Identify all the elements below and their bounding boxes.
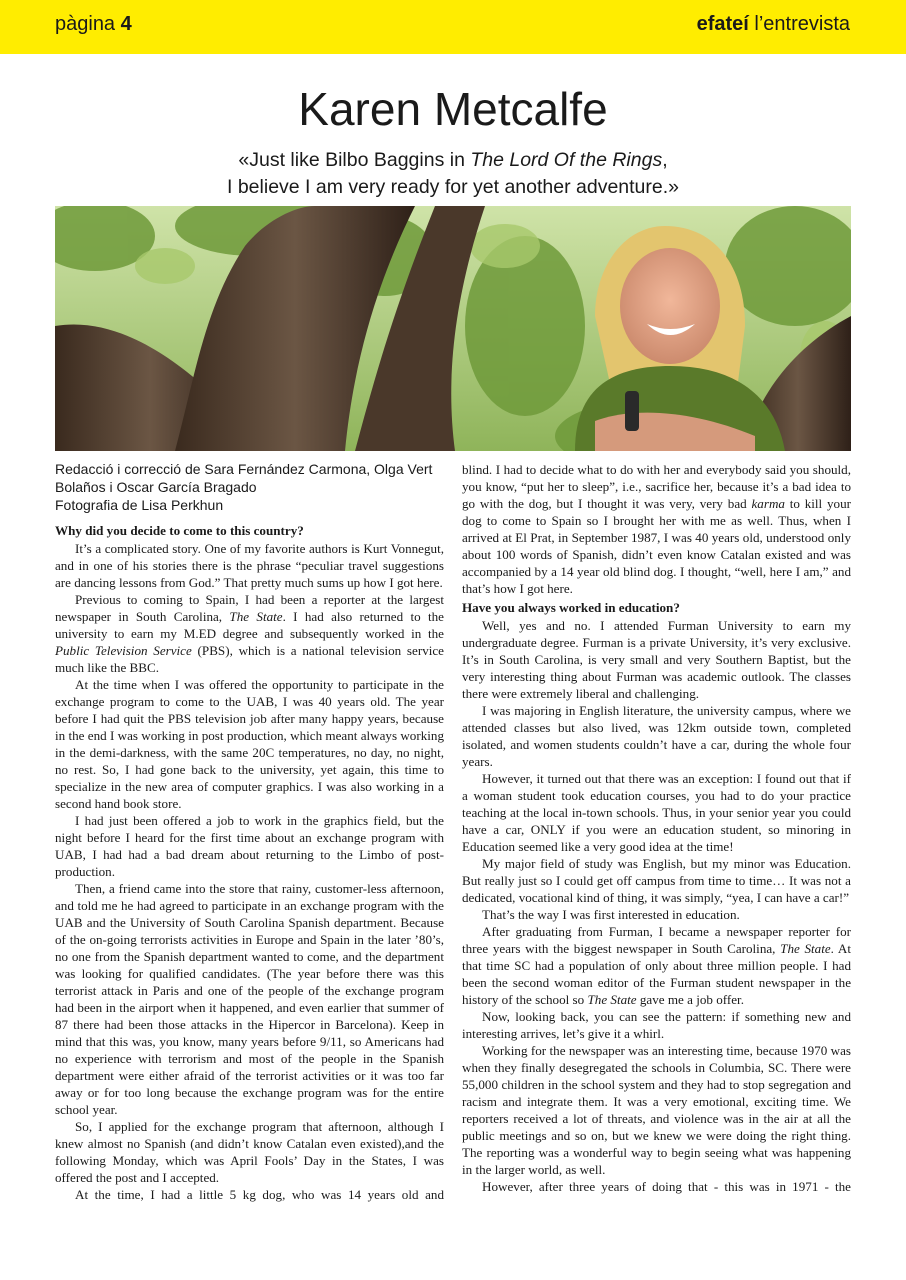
answer-paragraph-2: I was majoring in English literature, the university campus, where we attended classes but also lived, was 12km outside town, completed isolated, and women students couldn’t have a car, during the whole four years. (462, 703, 851, 769)
answer-paragraph-6 (462, 923, 851, 1008)
page-number-label (55, 13, 132, 36)
section-name: l’entrevista (748, 13, 850, 35)
paragraph-1: It’s a complicated story. One of my favorite authors is Kurt Vonnegut, and in one of his stories there is the phrase “peculiar travel suggestions are dancing lessons from God.” That pretty much sums up how I got here. (55, 541, 444, 590)
article-credits (55, 460, 445, 514)
article-title: Karen Metcalfe (298, 83, 608, 135)
quote-line2: I believe I am very ready for yet another adventure.» (227, 176, 679, 198)
answer-paragraph-3: However, it turned out that there was an exception: I found out that if a woman student took education courses, you had to do your practice teaching at the local in-town schools. Thus, in your senior year you could have a car, ONLY if you were an education student, so minoring in Education seemed like a very good idea at the time! (462, 771, 851, 854)
p7-cont-text-a: blind. I had to decide what to do with her and everybody said you should, you know, “put her to sleep”, i.e., sacrifice her, because it’s a bad idea to go with the dog, but I thought it was very, very bad (462, 462, 851, 511)
article-column-left (55, 522, 444, 1203)
answer-paragraph-9: However, after three years of doing that - this was in 1971 - the (482, 1179, 851, 1194)
answer-paragraph-8: Working for the newspaper was an interesting time, because 1970 was when they finally desegregated the schools in Columbia, SC. There were 55,000 children in the school system and they had to stop segregation and racism and integrate them. It was a very emotional, exciting time. We reporters received a lot of threats, and violence was in the air at all the public meetings and so on, but we knew we were doing the right thing. The reporting was a wonderful way to begin seeing what was happening in the larger world, as well. (462, 1043, 851, 1177)
paragraph-4: I had just been offered a job to work in the graphics field, but the night before I heard for the first time about an exchange program with UAB, I had had a bad dream about returning to the Limbo of post-production. (55, 813, 444, 879)
p2-text-a: Previous to coming to Spain, I had been a reporter at the largest newspaper in South Carolina, (55, 592, 444, 624)
paragraph-6: So, I applied for the exchange program that afternoon, although I knew almost no Spanish (and didn’t know Catalan even existed),and the following Monday, which was April Fools’ Day in the States, I was offered the post and I accepted. (55, 1119, 444, 1185)
p2-text-e: (PBS), which is a national television service much like the BBC. (55, 643, 444, 675)
p2-italic-pbs: Public Television Service (55, 643, 192, 658)
credits-photographer: Fotografia de Lisa Perkhun (55, 497, 224, 513)
r6-text-c: . At that time SC had a population of only about three million people. I had been the second woman editor of the Furman student newspaper in the history of the school so (462, 941, 852, 1007)
quote-line1-pre: «Just like Bilbo Baggins in (238, 149, 471, 171)
p7-cont-text-c: to kill your dog to come to Spain so I brought her with me as well. Thus, when I arrived at El Prat, in September 1987, I was 40 years old, understood only about 100 words of Spanish, didn’t even know Catalan existed and was accompanied by a 14 year old blind dog. I thought, “well, here I am,” and that’s how I got here. (462, 496, 851, 596)
section-label (697, 13, 850, 36)
portrait-photo (55, 206, 851, 451)
paragraph-3: At the time when I was offered the opportunity to participate in the exchange program to come to the UAB, I was 40 years old. The year before I had quit the PBS television job after many happy years, because in the end I was working in post production, which meant always working in the demi-darkness, with the same 20C temperatures, no day, no night, no rest. So, I had gone back to the university, yet again, this time to specialize in the new area of computer graphics. I was also working in a second hand book store. (55, 677, 444, 811)
r6-text-a: After graduating from Furman, I became a newspaper reporter for three years with the biggest newspaper in South Carolina, (462, 924, 851, 956)
paragraph-7: At the time, I had a little 5 kg dog, who was 14 years old and (75, 1187, 444, 1202)
paragraph-5: Then, a friend came into the store that rainy, customer-less afternoon, and told me he had agreed to participate in an exchange program with the UAB and the University of South Carolina Spanish department. Because of the on-going terrorists activities in Europe and Spain in the later ’80’s, no one from the Spanish department wanted to come, and the department was looking for qualified candidates. (The year before there was this terrorist attack in Paris and one of the people of the exchange program had been in the airport when it happened, and even earlier that summer of 87 there had been those attacks in the Hipercor in Barcelona). Keep in mind that this was, you know, many years before 9/11, so Americans had no experience with terrorism and most of the people in the Spanish department were either afraid of the terrorist activities or it was too far away or for too long because the exchange program was for the entire school year. (55, 881, 444, 1117)
pull-quote (0, 147, 906, 201)
answer-paragraph-7: Now, looking back, you can see the pattern: if something new and interesting arrives, let’s give it a whirl. (462, 1009, 851, 1041)
credits-editors: Redacció i correcció de Sara Fernández Carmona, Olga Vert Bolaños i Oscar García Bragado (55, 461, 433, 495)
quote-line1-post: , (662, 149, 668, 171)
question-1: Why did you decide to come to this country? (55, 523, 304, 538)
p2-text-c: . I had also returned to the university to earn my M.ED degree and subsequently worked in the (55, 609, 444, 641)
answer-paragraph-5: That’s the way I was first interested in education. (482, 907, 740, 922)
r6-italic-the-state-2: The State (587, 992, 637, 1007)
answer-paragraph-1: Well, yes and no. I attended Furman University to earn my undergraduate degree. Furman is a private University, it’s very exclusive. It’s in South Carolina, is very small and very Southern Baptist, but the very interesting thing about Furman was academic outlook. The classes there were extremely liberal and challenging. (462, 618, 851, 701)
quote-line1-italic: The Lord Of the Rings (470, 149, 663, 171)
paragraph-2 (55, 591, 444, 676)
paragraph-7-continued (462, 461, 851, 597)
r6-text-e: gave me a job offer. (636, 992, 744, 1007)
page-number: 4 (120, 13, 132, 35)
p2-italic-the-state: The State (229, 609, 283, 624)
p7-cont-italic-karma: karma (751, 496, 785, 511)
r6-italic-the-state: The State (780, 941, 831, 956)
page-label: pàgina (55, 13, 116, 35)
page-header (0, 0, 906, 54)
question-2: Have you always worked in education? (462, 600, 680, 615)
answer-paragraph-4: My major field of study was English, but my minor was Education. But really just so I could get off campus from time to time… It was not a dedicated, vocational kind of thing, it was simply, “yea, I can have a car!” (462, 856, 851, 905)
article-column-right (462, 461, 851, 1195)
section-brand: efateí (696, 13, 749, 35)
